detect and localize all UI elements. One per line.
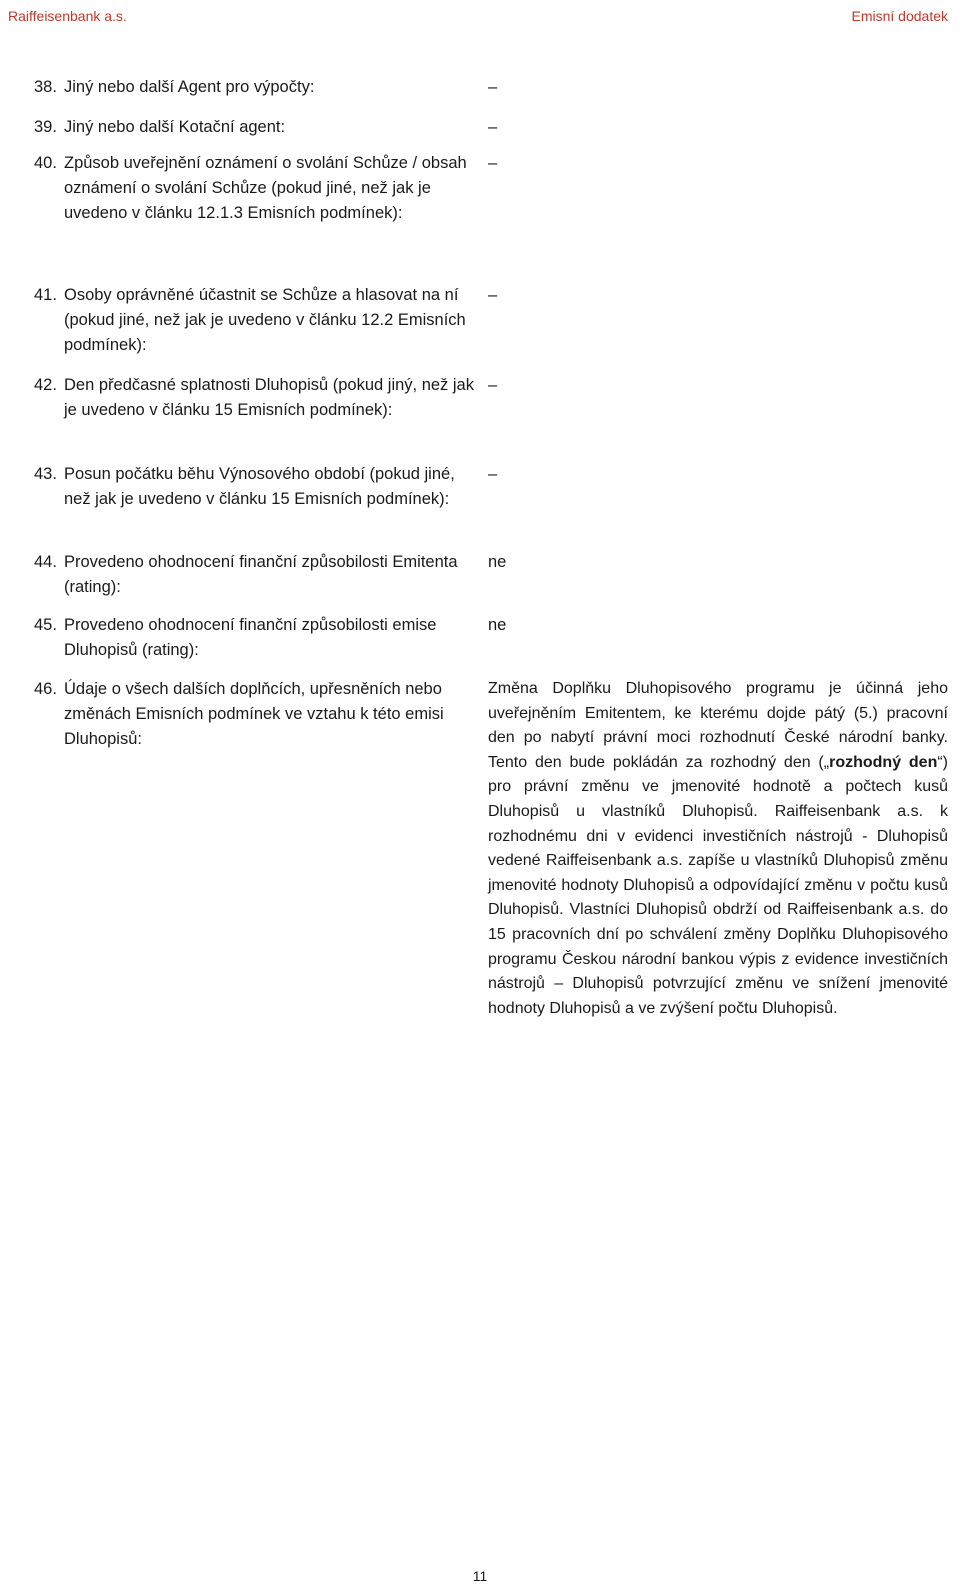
list-item: [34, 75, 474, 100]
list-item: [34, 677, 474, 752]
list-item: [34, 151, 474, 226]
item-label: Způsob uveřejnění oznámení o svolání Schůze / obsah oznámení o svolání Schůze (pokud jiné, než jak je uvedeno v článku 12.1.3 Emisních podmínek):: [64, 154, 467, 222]
item-value: –: [488, 376, 498, 394]
item-label: Jiný nebo další Kotační agent:: [64, 118, 286, 136]
item-value: –: [488, 154, 498, 172]
page-number: 11: [472, 1568, 488, 1584]
list-item: [34, 462, 474, 512]
item-label: Jiný nebo další Agent pro výpočty:: [64, 78, 315, 96]
item-number: 40.: [34, 154, 57, 172]
item-label: Provedeno ohodnocení finanční způsobilosti Emitenta (rating):: [64, 553, 458, 596]
item-number: 43.: [34, 465, 57, 483]
item-value: ne: [488, 553, 507, 571]
list-item: [34, 613, 474, 663]
list-item: [34, 115, 474, 140]
header-issuer: Raiffeisenbank a.s.: [8, 8, 127, 24]
header-document-title: Emisní dodatek: [851, 8, 948, 24]
item-number: 39.: [34, 118, 57, 136]
item-number: 42.: [34, 376, 57, 394]
item-label: Údaje o všech dalších doplňcích, upřesněních nebo změnách Emisních podmínek ve vztahu k této emisi Dluhopisů:: [64, 680, 444, 748]
item-label: Provedeno ohodnocení finanční způsobilosti emise Dluhopisů (rating):: [64, 616, 437, 659]
list-item: [34, 283, 474, 358]
item-value: –: [488, 465, 498, 483]
item-label: Den předčasné splatnosti Dluhopisů (pokud jiný, než jak je uvedeno v článku 15 Emisních podmínek):: [64, 376, 474, 419]
list-item: [34, 550, 474, 600]
item-number: 41.: [34, 286, 57, 304]
item-label: Posun počátku běhu Výnosového období (pokud jiné, než jak je uvedeno v článku 15 Emisních podmínek):: [64, 465, 455, 508]
item-number: 38.: [34, 78, 57, 96]
item-number: 46.: [34, 680, 57, 698]
item-number: 44.: [34, 553, 57, 571]
paragraph-text: “) pro právní změnu ve jmenovité hodnotě a počtech kusů Dluhopisů u vlastníků Dluhopisů. Raiffeisenbank a.s. k rozhodnému dni v evidenci investičních nástrojů - Dluhopisů vedené Raiffeisenbank a.s. zapíše u vlastníků Dluhopisů změnu jmenovité hodnoty Dluhopisů a odpovídající změnu v počtu kusů Dluhopisů. Vlastníci Dluhopisů obdrží od Raiffeisenbank a.s. do 15 pracovních dní po schválení změny Doplňku Dluhopisového programu Českou národní bankou výpis z evidence investičních nástrojů – Dluhopisů potvrzující změnu ve snížení jmenovité hodnoty Dluhopisů a ve zvýšení počtu Dluhopisů.: [488, 753, 948, 1017]
item-value: –: [488, 118, 498, 136]
item-value: ne: [488, 616, 507, 634]
paragraph-bold-term: rozhodný den: [829, 753, 938, 771]
item-value: –: [488, 286, 498, 304]
item-value: –: [488, 78, 498, 96]
item-number: 45.: [34, 616, 57, 634]
item-label: Osoby oprávněné účastnit se Schůze a hlasovat na ní (pokud jiné, než jak je uvedeno v článku 12.2 Emisních podmínek):: [64, 286, 466, 354]
paragraph-text: Změna Doplňku Dluhopisového programu je účinná jeho uveřejněním Emitentem, ke kterému dojde pátý (5.) pracovní den po nabytí právní moci rozhodnutí České národní banky. Tento den bude pokládán za rozhodný den („: [488, 680, 948, 771]
item-value-paragraph: [488, 677, 948, 1021]
list-item: [34, 373, 474, 423]
